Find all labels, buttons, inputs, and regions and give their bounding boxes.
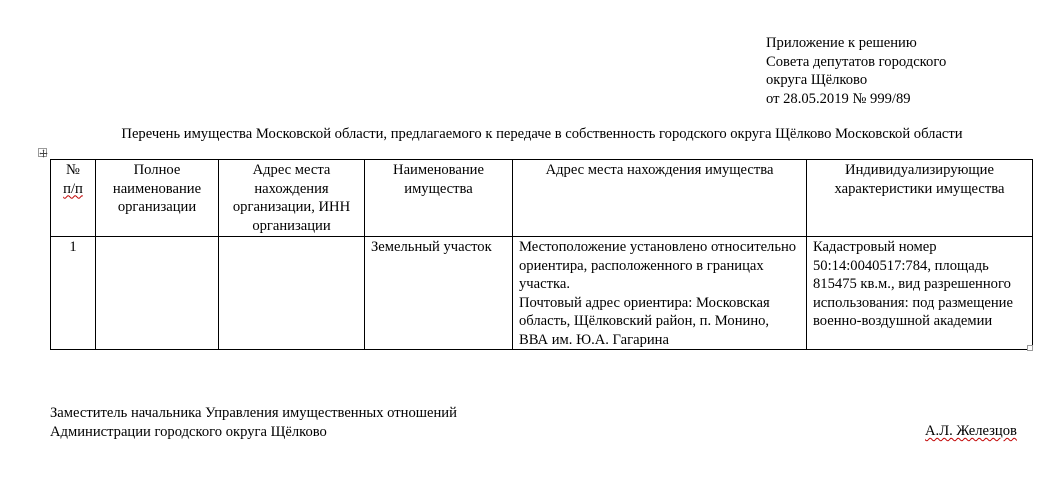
table-move-handle-icon[interactable] (38, 148, 47, 157)
header-property-address: Адрес места нахождения имущества (513, 160, 807, 237)
table-row (51, 237, 1033, 350)
property-postal-address: Почтовый адрес ориентира: Московская область, Щёлковский район, п. Монино, ВВА им. Ю.А. Гагарина (519, 294, 770, 348)
header-org-name: Полное наименование организации (96, 160, 219, 237)
appendix-line-4: от 28.05.2019 № 999/89 (766, 90, 911, 107)
appendix-line-2: Совета депутатов городского (766, 53, 947, 70)
table-resize-handle[interactable] (1027, 345, 1033, 351)
property-location-text: Местоположение установлено относительно ориентира, расположенного в границах участка. (519, 239, 797, 292)
signer-position-line-1: Заместитель начальника Управления имущественных отношений (50, 405, 457, 421)
header-characteristics: Индивидуализирующие характеристики имущества (807, 160, 1033, 237)
header-org-address: Адрес места нахождения организации, ИНН организации (219, 160, 365, 237)
signer-position-line-2: Администрации городского округа Щёлково (50, 423, 327, 440)
appendix-line-1: Приложение к решению (766, 35, 917, 51)
document-title: Перечень имущества Московской области, предлагаемого к передаче в собственность городского округа Щёлково Московской области (121, 126, 963, 142)
header-property-name: Наименование имущества (365, 160, 513, 237)
row-org-name (96, 237, 219, 350)
move-arrows-icon (39, 149, 48, 158)
appendix-note (766, 34, 1046, 108)
signature-block (50, 404, 1030, 441)
signer-name: А.Л. Железцов (925, 423, 1017, 439)
header-number-symbol: № (66, 162, 80, 178)
header-number (51, 160, 96, 237)
row-characteristics: Кадастровый номер 50:14:0040517:784, площадь 815475 кв.м., вид разрешенного использования: под размещение военно-воздушной академии (807, 237, 1033, 350)
row-property-name: Земельный участок (365, 237, 513, 350)
appendix-line-3: округа Щёлково (766, 72, 868, 88)
row-org-address (219, 237, 365, 350)
table-header-row (51, 160, 1033, 237)
property-table (50, 159, 1033, 350)
row-property-address (513, 237, 807, 350)
header-number-abbr: п/п (63, 180, 83, 197)
row-number: 1 (51, 237, 96, 350)
